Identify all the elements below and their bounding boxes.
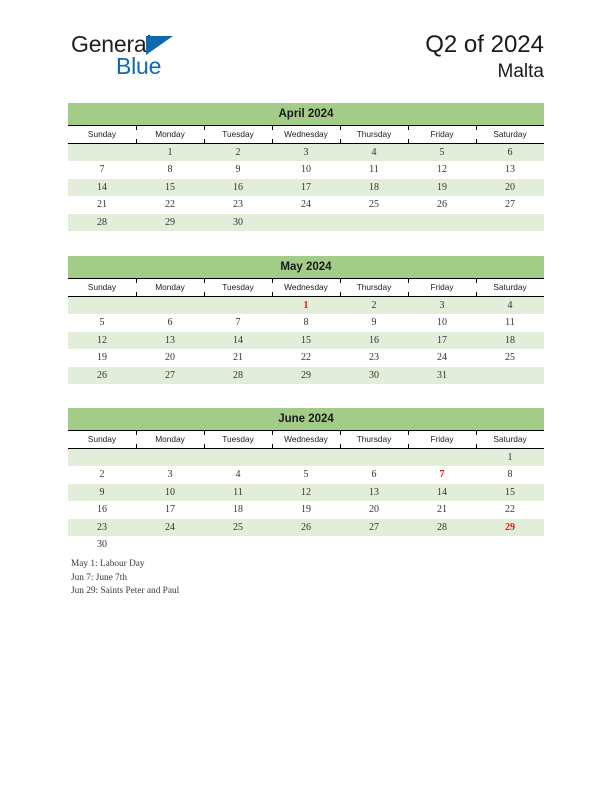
day-cell-may-22[interactable]: 22 [272, 349, 340, 366]
weekday-header-saturday: Saturday [476, 431, 544, 449]
day-cell-june-22[interactable]: 22 [476, 501, 544, 518]
day-cell-april-9[interactable]: 9 [204, 161, 272, 178]
day-cell-june-4[interactable]: 4 [204, 466, 272, 483]
day-cell-may-23[interactable]: 23 [340, 349, 408, 366]
day-cell-may-17[interactable]: 17 [408, 332, 476, 349]
day-cell-june-8[interactable]: 8 [476, 466, 544, 483]
week-row [68, 466, 544, 483]
month-title-row [68, 103, 544, 126]
day-cell-empty [68, 449, 136, 467]
page-header [0, 0, 612, 96]
day-cell-empty [408, 536, 476, 553]
day-cell-may-12[interactable]: 12 [68, 332, 136, 349]
weekday-header-thursday: Thursday [340, 126, 408, 144]
day-cell-april-20[interactable]: 20 [476, 179, 544, 196]
legend-item: May 1: Labour Day [71, 559, 145, 569]
day-cell-empty [136, 297, 204, 315]
day-cell-empty [340, 214, 408, 231]
day-cell-empty [476, 536, 544, 553]
day-cell-april-6[interactable]: 6 [476, 144, 544, 162]
logo-text-general: General [71, 31, 152, 57]
day-cell-empty [204, 536, 272, 553]
day-cell-may-31[interactable]: 31 [408, 367, 476, 384]
day-cell-june-2[interactable]: 2 [68, 466, 136, 483]
day-cell-may-11[interactable]: 11 [476, 314, 544, 331]
day-cell-may-7[interactable]: 7 [204, 314, 272, 331]
day-cell-empty [408, 449, 476, 467]
day-cell-april-10[interactable]: 10 [272, 161, 340, 178]
week-row [68, 536, 544, 553]
day-cell-april-22[interactable]: 22 [136, 196, 204, 213]
logo-text-blue: Blue [116, 53, 162, 79]
day-cell-june-18[interactable]: 18 [204, 501, 272, 518]
day-cell-april-16[interactable]: 16 [204, 179, 272, 196]
weekday-header-sunday: Sunday [68, 431, 136, 449]
day-cell-june-28[interactable]: 28 [408, 519, 476, 536]
day-cell-may-25[interactable]: 25 [476, 349, 544, 366]
weekday-header-row [68, 431, 544, 449]
day-cell-april-1[interactable]: 1 [136, 144, 204, 162]
month-title-may: May 2024 [68, 256, 544, 279]
day-cell-june-13[interactable]: 13 [340, 484, 408, 501]
week-row [68, 501, 544, 518]
day-cell-may-30[interactable]: 30 [340, 367, 408, 384]
holiday-legend [71, 558, 179, 599]
day-cell-may-26[interactable]: 26 [68, 367, 136, 384]
day-cell-april-14[interactable]: 14 [68, 179, 136, 196]
day-cell-empty [68, 297, 136, 315]
weekday-header-monday: Monday [136, 431, 204, 449]
day-cell-empty [272, 214, 340, 231]
day-cell-holiday-june-7[interactable]: 7 [408, 466, 476, 483]
weekday-header-saturday: Saturday [476, 279, 544, 297]
day-cell-april-28[interactable]: 28 [68, 214, 136, 231]
day-cell-empty [476, 214, 544, 231]
day-cell-may-3[interactable]: 3 [408, 297, 476, 315]
day-cell-april-29[interactable]: 29 [136, 214, 204, 231]
day-cell-april-15[interactable]: 15 [136, 179, 204, 196]
day-cell-june-10[interactable]: 10 [136, 484, 204, 501]
day-cell-may-6[interactable]: 6 [136, 314, 204, 331]
day-cell-may-9[interactable]: 9 [340, 314, 408, 331]
day-cell-april-18[interactable]: 18 [340, 179, 408, 196]
weekday-header-friday: Friday [408, 431, 476, 449]
weekday-header-row [68, 126, 544, 144]
day-cell-holiday-june-29[interactable]: 29 [476, 519, 544, 536]
day-cell-april-8[interactable]: 8 [136, 161, 204, 178]
day-cell-empty [136, 449, 204, 467]
page-subtitle-country: Malta [497, 61, 544, 82]
day-cell-may-27[interactable]: 27 [136, 367, 204, 384]
weekday-header-row [68, 279, 544, 297]
day-cell-june-19[interactable]: 19 [272, 501, 340, 518]
day-cell-may-14[interactable]: 14 [204, 332, 272, 349]
weekday-header-saturday: Saturday [476, 126, 544, 144]
day-cell-june-9[interactable]: 9 [68, 484, 136, 501]
day-cell-june-14[interactable]: 14 [408, 484, 476, 501]
day-cell-may-24[interactable]: 24 [408, 349, 476, 366]
day-cell-empty [408, 214, 476, 231]
day-cell-june-12[interactable]: 12 [272, 484, 340, 501]
day-cell-may-21[interactable]: 21 [204, 349, 272, 366]
day-cell-may-19[interactable]: 19 [68, 349, 136, 366]
weekday-header-wednesday: Wednesday [272, 431, 340, 449]
legend-item: Jun 29: Saints Peter and Paul [71, 586, 180, 597]
day-cell-empty [272, 449, 340, 467]
day-cell-may-4[interactable]: 4 [476, 297, 544, 315]
week-row [68, 161, 544, 178]
day-cell-april-13[interactable]: 13 [476, 161, 544, 178]
day-cell-may-18[interactable]: 18 [476, 332, 544, 349]
weekday-header-friday: Friday [408, 279, 476, 297]
weekday-header-sunday: Sunday [68, 126, 136, 144]
week-row [68, 214, 544, 231]
weekday-header-thursday: Thursday [340, 279, 408, 297]
day-cell-april-11[interactable]: 11 [340, 161, 408, 178]
month-title-row [68, 256, 544, 279]
day-cell-may-8[interactable]: 8 [272, 314, 340, 331]
day-cell-april-2[interactable]: 2 [204, 144, 272, 162]
day-cell-april-12[interactable]: 12 [408, 161, 476, 178]
week-row [68, 519, 544, 536]
day-cell-may-20[interactable]: 20 [136, 349, 204, 366]
calendar-table-april [68, 103, 544, 231]
day-cell-june-15[interactable]: 15 [476, 484, 544, 501]
general-blue-logo [71, 33, 271, 88]
week-row [68, 367, 544, 384]
weekday-header-sunday: Sunday [68, 279, 136, 297]
day-cell-empty [204, 297, 272, 315]
day-cell-empty [204, 449, 272, 467]
day-cell-june-17[interactable]: 17 [136, 501, 204, 518]
day-cell-april-23[interactable]: 23 [204, 196, 272, 213]
day-cell-may-28[interactable]: 28 [204, 367, 272, 384]
day-cell-april-3[interactable]: 3 [272, 144, 340, 162]
day-cell-may-2[interactable]: 2 [340, 297, 408, 315]
day-cell-june-23[interactable]: 23 [68, 519, 136, 536]
day-cell-june-20[interactable]: 20 [340, 501, 408, 518]
weekday-header-tuesday: Tuesday [204, 431, 272, 449]
day-cell-june-16[interactable]: 16 [68, 501, 136, 518]
day-cell-april-17[interactable]: 17 [272, 179, 340, 196]
week-row [68, 144, 544, 162]
day-cell-may-16[interactable]: 16 [340, 332, 408, 349]
day-cell-june-3[interactable]: 3 [136, 466, 204, 483]
day-cell-may-13[interactable]: 13 [136, 332, 204, 349]
day-cell-may-5[interactable]: 5 [68, 314, 136, 331]
week-row [68, 314, 544, 331]
day-cell-april-21[interactable]: 21 [68, 196, 136, 213]
day-cell-empty [136, 536, 204, 553]
day-cell-may-10[interactable]: 10 [408, 314, 476, 331]
weekday-header-wednesday: Wednesday [272, 126, 340, 144]
month-title-row [68, 408, 544, 431]
week-row [68, 484, 544, 501]
day-cell-june-11[interactable]: 11 [204, 484, 272, 501]
weekday-header-thursday: Thursday [340, 431, 408, 449]
day-cell-april-7[interactable]: 7 [68, 161, 136, 178]
day-cell-april-25[interactable]: 25 [340, 196, 408, 213]
day-cell-april-19[interactable]: 19 [408, 179, 476, 196]
weekday-header-tuesday: Tuesday [204, 126, 272, 144]
day-cell-june-1[interactable]: 1 [476, 449, 544, 467]
day-cell-may-15[interactable]: 15 [272, 332, 340, 349]
week-row [68, 449, 544, 467]
page-title: Q2 of 2024 [425, 31, 544, 58]
day-cell-april-24[interactable]: 24 [272, 196, 340, 213]
legend-item: Jun 7: June 7th [71, 572, 128, 583]
week-row [68, 196, 544, 213]
day-cell-empty [476, 367, 544, 384]
day-cell-june-30[interactable]: 30 [68, 536, 136, 553]
weekday-header-friday: Friday [408, 126, 476, 144]
day-cell-june-24[interactable]: 24 [136, 519, 204, 536]
calendar-table-may [68, 256, 544, 384]
weekday-header-tuesday: Tuesday [204, 279, 272, 297]
day-cell-empty [272, 536, 340, 553]
day-cell-june-6[interactable]: 6 [340, 466, 408, 483]
day-cell-june-26[interactable]: 26 [272, 519, 340, 536]
weekday-header-monday: Monday [136, 279, 204, 297]
month-title-april: April 2024 [68, 103, 544, 126]
day-cell-april-5[interactable]: 5 [408, 144, 476, 162]
day-cell-april-27[interactable]: 27 [476, 196, 544, 213]
day-cell-april-30[interactable]: 30 [204, 214, 272, 231]
day-cell-june-5[interactable]: 5 [272, 466, 340, 483]
day-cell-empty [68, 144, 136, 162]
day-cell-april-4[interactable]: 4 [340, 144, 408, 162]
day-cell-holiday-may-1[interactable]: 1 [272, 297, 340, 315]
calendar-table-june [68, 408, 544, 553]
day-cell-empty [340, 536, 408, 553]
day-cell-june-27[interactable]: 27 [340, 519, 408, 536]
day-cell-june-21[interactable]: 21 [408, 501, 476, 518]
weekday-header-monday: Monday [136, 126, 204, 144]
day-cell-april-26[interactable]: 26 [408, 196, 476, 213]
day-cell-june-25[interactable]: 25 [204, 519, 272, 536]
week-row [68, 179, 544, 196]
week-row [68, 349, 544, 366]
day-cell-may-29[interactable]: 29 [272, 367, 340, 384]
title-block [425, 30, 544, 85]
day-cell-empty [340, 449, 408, 467]
week-row [68, 332, 544, 349]
weekday-header-wednesday: Wednesday [272, 279, 340, 297]
week-row [68, 297, 544, 315]
month-title-june: June 2024 [68, 408, 544, 431]
